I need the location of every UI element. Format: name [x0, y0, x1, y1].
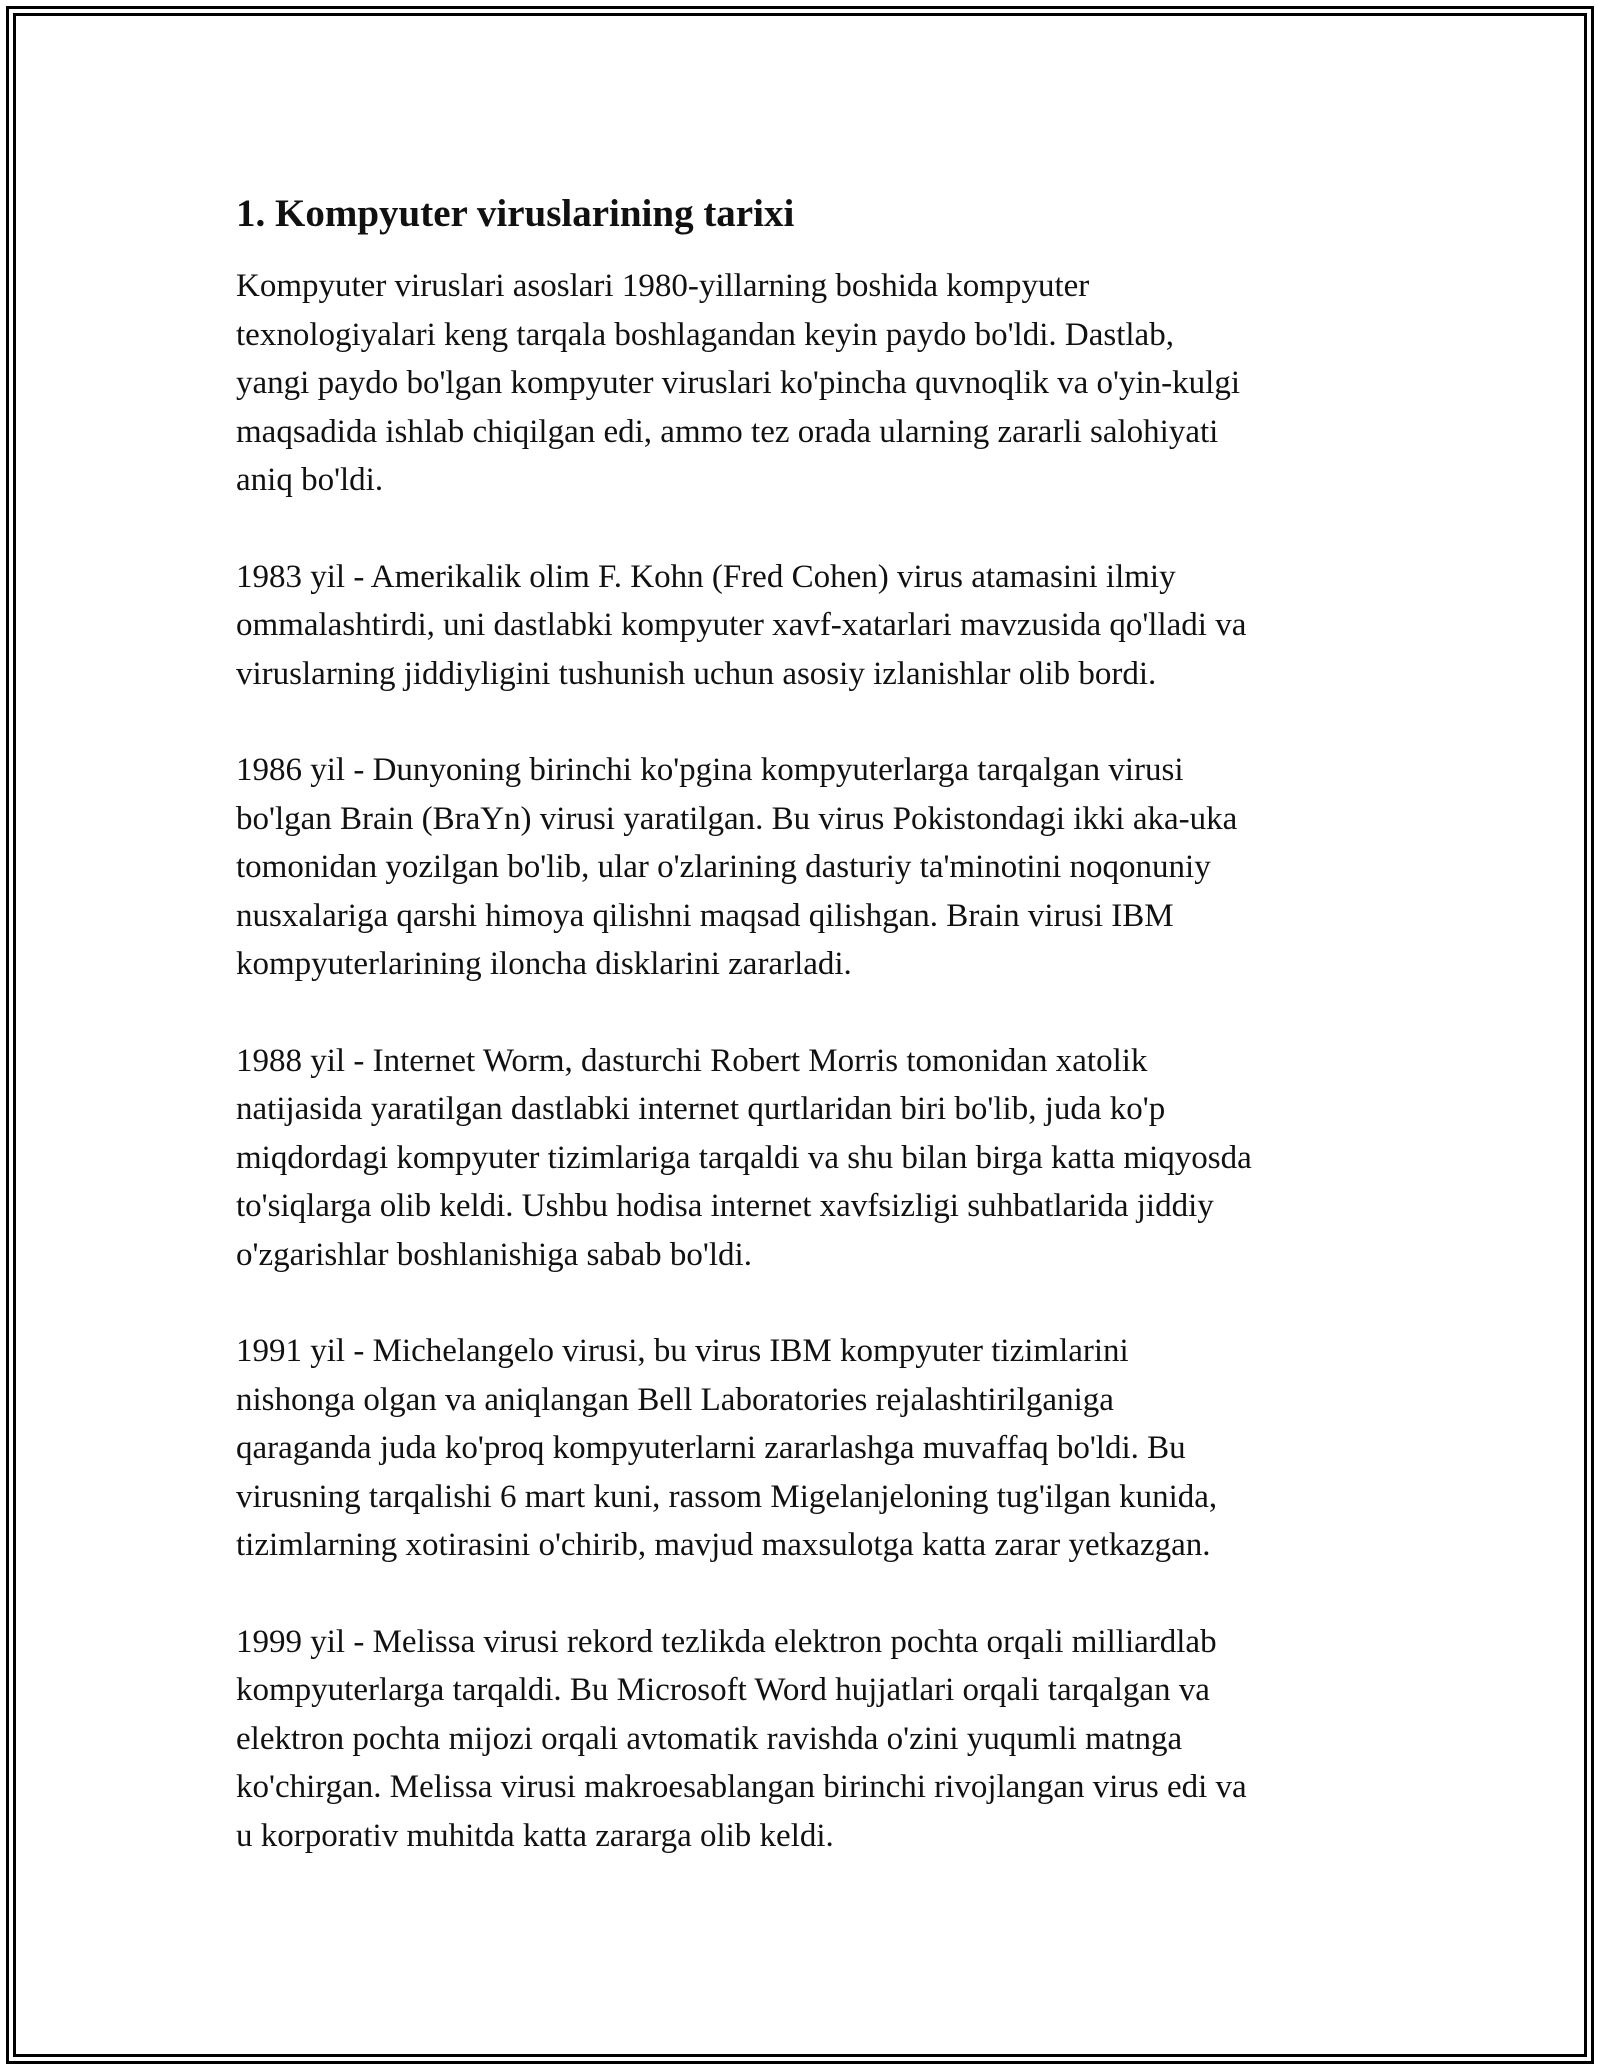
text-line: qaraganda juda ko'proq kompyuterlarni zararlashga muvaffaq bo'ldi. Bu: [236, 1430, 1186, 1466]
text-line: nishonga olgan va aniqlangan Bell Laboratories rejalashtirilganiga: [236, 1381, 1114, 1418]
text-line: virusning tarqalishi 6 mart kuni, rassom Migelanjeloning tug'ilgan kunida,: [236, 1478, 1218, 1515]
text-line: aniq bo'ldi.: [236, 462, 384, 498]
text-line: o'zgarishlar boshlanishiga sabab bo'ldi.: [236, 1236, 752, 1273]
text-line: kompyuterlarining iloncha disklarini zararladi.: [236, 946, 852, 982]
text-line: miqdordagi kompyuter tizimlariga tarqaldi va shu bilan birga katta miqyosda: [236, 1139, 1252, 1176]
text-line: ko'chirgan. Melissa virusi makroesablangan birinchi rivojlangan virus edi va: [236, 1769, 1247, 1805]
text-line: Kompyuter viruslari asoslari 1980-yillarning boshida kompyuter: [236, 268, 1090, 304]
text-line: yangi paydo bo'lgan kompyuter viruslari ko'pincha quvnoqlik va o'yin-kulgi: [236, 365, 1241, 401]
text-line: nusxalariga qarshi himoya qilishni maqsad qilishgan. Brain virusi IBM: [236, 897, 1174, 934]
text-line: viruslarning jiddiyligini tushunish uchun asosiy izlanishlar olib bordi.: [236, 655, 1157, 692]
paragraph-1991: [236, 1327, 1376, 1570]
document-body: [236, 186, 1376, 1908]
paragraph-1986: [236, 746, 1376, 989]
text-line: maqsadida ishlab chiqilgan edi, ammo tez orada ularning zararli salohiyati: [236, 413, 1219, 450]
text-line: 1986 yil - Dunyoning birinchi ko'pgina kompyuterlarga tarqalgan virusi: [236, 752, 1184, 788]
paragraph-1983: [236, 553, 1376, 699]
text-line: to'siqlarga olib keldi. Ushbu hodisa internet xavfsizligi suhbatlarida jiddiy: [236, 1188, 1214, 1224]
text-line: 1991 yil - Michelangelo virusi, bu virus IBM kompyuter tizimlarini: [236, 1333, 1129, 1369]
text-line: bo'lgan Brain (BraYn) virusi yaratilgan. Bu virus Pokistondagi ikki aka-uka: [236, 800, 1238, 837]
text-line: tomonidan yozilgan bo'lib, ular o'zlarining dasturiy ta'minotini noqonuniy: [236, 849, 1211, 885]
document-title: 1. Kompyuter viruslarining tarixi: [236, 192, 795, 235]
text-line: 1999 yil - Melissa virusi rekord tezlikda elektron pochta orqali milliardlab: [236, 1623, 1217, 1660]
text-line: natijasida yaratilgan dastlabki internet qurtlaridan biri bo'lib, juda ko'p: [236, 1091, 1166, 1127]
text-line: ommalashtirdi, uni dastlabki kompyuter xavf-xatarlari mavzusida qo'lladi va: [236, 607, 1247, 643]
text-line: 1988 yil - Internet Worm, dasturchi Robert Morris tomonidan xatolik: [236, 1042, 1148, 1079]
text-line: u korporativ muhitda katta zararga olib keldi.: [236, 1817, 834, 1854]
text-line: tizimlarning xotirasini o'chirib, mavjud maxsulotga katta zarar yetkazgan.: [236, 1527, 1211, 1563]
text-line: kompyuterlarga tarqaldi. Bu Microsoft Word hujjatlari orqali tarqalgan va: [236, 1672, 1210, 1708]
text-line: texnologiyalari keng tarqala boshlagandan keyin paydo bo'ldi. Dastlab,: [236, 316, 1174, 353]
paragraph-1988: [236, 1037, 1376, 1280]
paragraph-1999: [236, 1618, 1376, 1861]
paragraph-intro: [236, 262, 1376, 505]
text-line: 1983 yil - Amerikalik olim F. Kohn (Fred Cohen) virus atamasini ilmiy: [236, 558, 1176, 595]
text-line: elektron pochta mijozi orqali avtomatik ravishda o'zini yuqumli matnga: [236, 1720, 1183, 1757]
